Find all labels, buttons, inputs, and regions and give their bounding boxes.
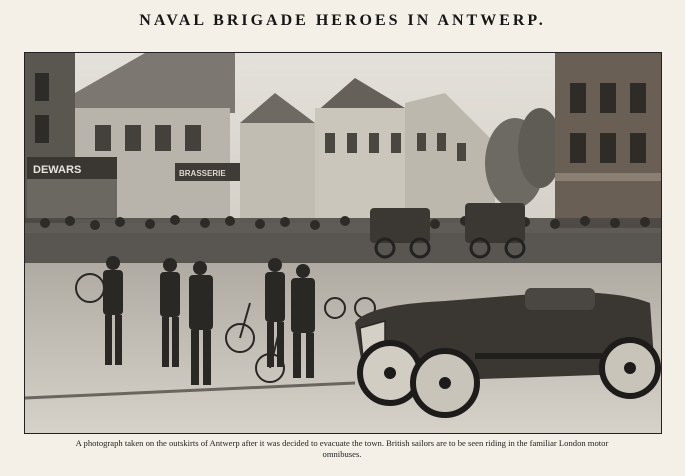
left-buildings xyxy=(25,53,245,223)
page-headline: NAVAL BRIGADE HEROES IN ANTWERP. xyxy=(139,12,546,29)
photo-caption xyxy=(24,438,660,460)
caption-line-1: A photograph taken on the outskirts of Antwerp after it was decided to evacuate the town. British sailors are to be seen riding in the familiar London motor xyxy=(75,438,609,448)
caption-line-2: omnibuses. xyxy=(322,449,362,459)
dewars-sign: DEWARS xyxy=(33,164,82,176)
brasserie-sign: BRASSERIE xyxy=(179,169,226,178)
crowd xyxy=(25,215,661,263)
right-brick-building xyxy=(555,53,661,228)
antwerp-street-photograph xyxy=(24,52,662,434)
